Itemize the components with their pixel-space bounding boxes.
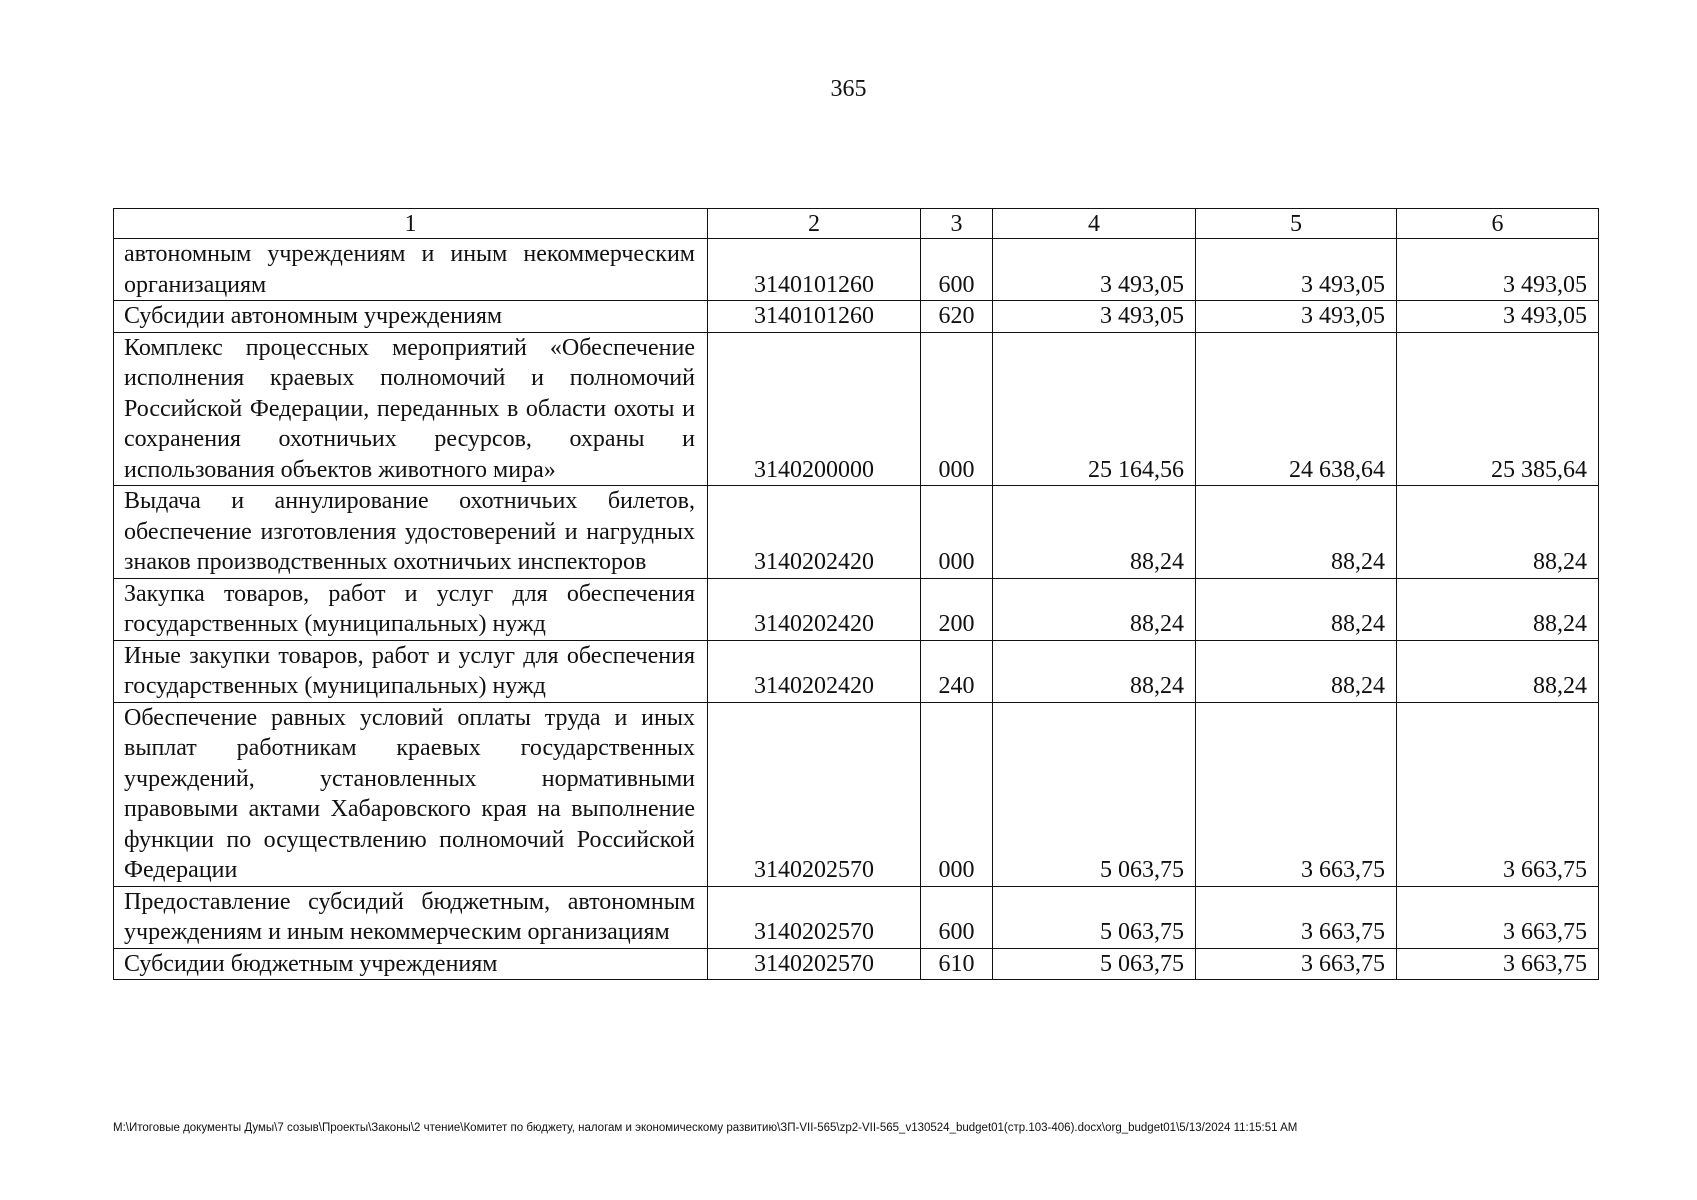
expense-type-cell: 600: [921, 886, 993, 948]
table-row: [114, 702, 1599, 886]
amount-col5-cell: 88,24: [1196, 486, 1397, 579]
amount-col6-cell: 3 663,75: [1397, 886, 1599, 948]
amount-col6-cell: 88,24: [1397, 578, 1599, 640]
amount-col6-cell: 3 663,75: [1397, 702, 1599, 886]
amount-col5-cell: 3 663,75: [1196, 702, 1397, 886]
row-name-cell: Закупка товаров, работ и услуг для обеспечения государственных (муниципальных) нужд: [114, 578, 708, 640]
amount-col4-cell: 88,24: [993, 486, 1196, 579]
target-code-cell: 3140200000: [708, 332, 921, 486]
target-code-cell: 3140202570: [708, 702, 921, 886]
row-name-cell: Субсидии бюджетным учреждениям: [114, 948, 708, 980]
page-number: 365: [830, 76, 867, 102]
table-row: [114, 486, 1599, 579]
target-code-cell: 3140202420: [708, 486, 921, 579]
column-header: 2: [708, 209, 921, 239]
amount-col4-cell: 3 493,05: [993, 239, 1196, 301]
amount-col5-cell: 24 638,64: [1196, 332, 1397, 486]
expense-type-cell: 200: [921, 578, 993, 640]
target-code-cell: 3140101260: [708, 301, 921, 333]
expense-type-cell: 240: [921, 640, 993, 702]
amount-col5-cell: 3 663,75: [1196, 948, 1397, 980]
amount-col4-cell: 5 063,75: [993, 702, 1196, 886]
amount-col4-cell: 88,24: [993, 578, 1196, 640]
amount-col6-cell: 3 663,75: [1397, 948, 1599, 980]
target-code-cell: 3140202570: [708, 886, 921, 948]
row-name-cell: автономным учреждениям и иным некоммерческим организациям: [114, 239, 708, 301]
amount-col6-cell: 3 493,05: [1397, 301, 1599, 333]
row-name-cell: Комплекс процессных мероприятий «Обеспечение исполнения краевых полномочий и полномочий Российской Федерации, переданных в области охоты и сохранения охотничьих ресурсов, охраны и использования объектов животного мира»: [114, 332, 708, 486]
expense-type-cell: 000: [921, 486, 993, 579]
column-header: 5: [1196, 209, 1397, 239]
amount-col5-cell: 88,24: [1196, 640, 1397, 702]
table-row: [114, 578, 1599, 640]
table-row: [114, 301, 1599, 333]
row-name-cell: Субсидии автономным учреждениям: [114, 301, 708, 333]
column-header: 4: [993, 209, 1196, 239]
table-row: [114, 239, 1599, 301]
amount-col5-cell: 88,24: [1196, 578, 1397, 640]
expense-type-cell: 610: [921, 948, 993, 980]
expense-type-cell: 000: [921, 702, 993, 886]
target-code-cell: 3140202570: [708, 948, 921, 980]
amount-col6-cell: 25 385,64: [1397, 332, 1599, 486]
row-name-cell: Обеспечение равных условий оплаты труда и иных выплат работникам краевых государственных учреждений, установленных нормативными правовыми актами Хабаровского края на выполнение функции по осуществлению полномочий Российской Федерации: [114, 702, 708, 886]
table-row: [114, 948, 1599, 980]
expense-type-cell: 620: [921, 301, 993, 333]
table-row: [114, 332, 1599, 486]
budget-table: [113, 208, 1599, 980]
amount-col4-cell: 88,24: [993, 640, 1196, 702]
expense-type-cell: 600: [921, 239, 993, 301]
amount-col4-cell: 3 493,05: [993, 301, 1196, 333]
table-row: [114, 640, 1599, 702]
expense-type-cell: 000: [921, 332, 993, 486]
target-code-cell: 3140202420: [708, 640, 921, 702]
row-name-cell: Выдача и аннулирование охотничьих билетов, обеспечение изготовления удостоверений и нагрудных знаков производственных охотничьих инспекторов: [114, 486, 708, 579]
amount-col5-cell: 3 493,05: [1196, 239, 1397, 301]
column-header: 3: [921, 209, 993, 239]
table-row: [114, 886, 1599, 948]
table-header-row: [114, 209, 1599, 239]
amount-col4-cell: 25 164,56: [993, 332, 1196, 486]
amount-col5-cell: 3 663,75: [1196, 886, 1397, 948]
amount-col6-cell: 3 493,05: [1397, 239, 1599, 301]
amount-col6-cell: 88,24: [1397, 640, 1599, 702]
document-path-footer: M:\Итоговые документы Думы\7 созыв\Проекты\Законы\2 чтение\Комитет по бюджету, налогам и экономическому развитию\ЗП-VII-565\zp2-VII-565_v130524_budget01(стр.103-406).docx\org_budget01\5/13/2024 11:15:51 AM: [113, 1122, 1298, 1134]
amount-col6-cell: 88,24: [1397, 486, 1599, 579]
target-code-cell: 3140202420: [708, 578, 921, 640]
target-code-cell: 3140101260: [708, 239, 921, 301]
amount-col4-cell: 5 063,75: [993, 948, 1196, 980]
column-header: 1: [114, 209, 708, 239]
column-header: 6: [1397, 209, 1599, 239]
amount-col5-cell: 3 493,05: [1196, 301, 1397, 333]
row-name-cell: Иные закупки товаров, работ и услуг для обеспечения государственных (муниципальных) нужд: [114, 640, 708, 702]
row-name-cell: Предоставление субсидий бюджетным, автономным учреждениям и иным некоммерческим организациям: [114, 886, 708, 948]
amount-col4-cell: 5 063,75: [993, 886, 1196, 948]
